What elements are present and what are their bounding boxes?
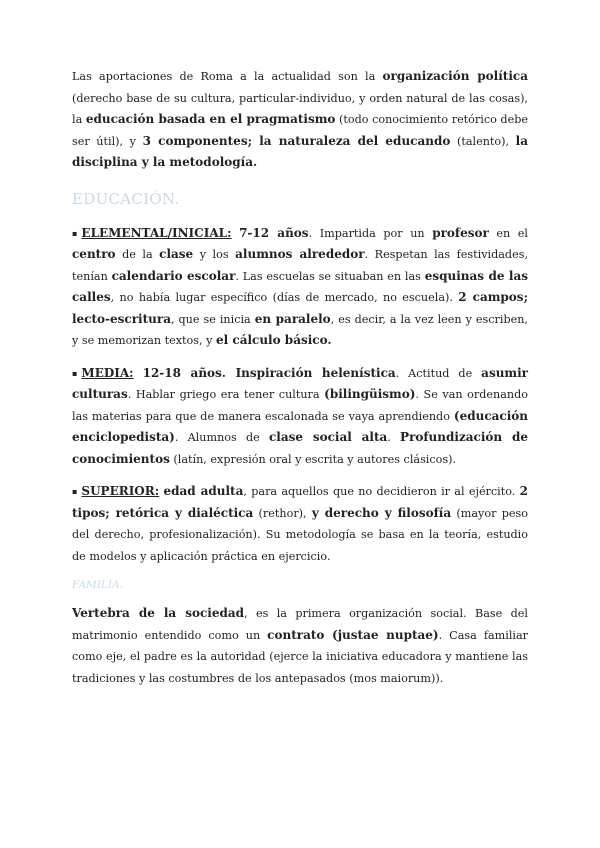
bullet-icon: ▪ <box>72 487 78 496</box>
bold-text: 2 campos; lecto-escritura <box>72 290 528 326</box>
bold-text: Profundización de conocimientos <box>72 430 528 466</box>
body-text: , que se inicia <box>170 312 255 326</box>
body-text: . Hablar griego era tener cultura <box>127 388 325 401</box>
spacer <box>72 470 528 481</box>
bold-text: 12-18 años. Inspiración helenística <box>142 365 396 380</box>
bold-text: edad adulta <box>163 484 244 498</box>
bold-text: (educación enciclopedista) <box>72 408 528 444</box>
bold-text: la disciplina y la metodología. <box>72 133 529 169</box>
body-text: y los <box>193 248 236 261</box>
paragraph-media <box>72 363 528 471</box>
bold-text: centro <box>72 247 116 261</box>
body-text: . Casa familiar como eje, el padre es la autoridad (ejerce la iniciativa educadora y mantiene las tradiciones y las costumbres de los antepasados (mos maiorum)). <box>72 628 528 685</box>
bold-text: el cálculo básico. <box>216 333 332 347</box>
bold-text: clase social alta <box>268 430 388 444</box>
body-text: , no había lugar específico (días de mercado, no escuela). <box>110 291 459 304</box>
bold-text: organización política <box>382 69 528 83</box>
body-text: . Alumnos de <box>174 431 269 444</box>
bold-text: educación basada en el pragmatismo <box>85 112 336 126</box>
body-text: (talento), <box>450 134 516 148</box>
bold-text: esquinas de las calles <box>72 268 528 304</box>
bold-text: y derecho y filosofía <box>311 505 452 520</box>
bold-text: alumnos alrededor <box>235 247 365 261</box>
bold-text: en paralelo <box>254 311 331 326</box>
bullet-icon: ▪ <box>72 368 78 378</box>
bold-text: contrato (justae nuptae) <box>267 627 439 642</box>
bold-text: (bilingüismo) <box>324 387 416 401</box>
section-label: MEDIA: <box>81 365 134 380</box>
body-text: de la <box>115 248 160 261</box>
bold-text: 7-12 años <box>239 225 309 240</box>
paragraph-superior <box>72 481 528 567</box>
bold-text: calendario escolar <box>111 268 236 283</box>
body-text: , para aquellos que no decidieron ir al ejército. <box>243 485 520 498</box>
body-text: , es decir, a la vez leen y escriben, y se memorizan textos, y <box>72 312 528 347</box>
body-text: . Las escuelas se situaban en las <box>235 269 425 283</box>
body-text: (todo conocimiento retórico debe ser útil), y <box>72 113 528 148</box>
body-text: , es la primera organización social. Base del matrimonio entendido como un <box>72 607 528 642</box>
body-text: Las aportaciones de Roma a la actualidad son la <box>72 70 383 83</box>
body-text: en el <box>488 226 529 240</box>
document-page <box>72 66 528 689</box>
bold-text: profesor <box>432 225 489 240</box>
spacer <box>72 352 528 363</box>
body-text <box>134 367 143 380</box>
section-label: SUPERIOR: <box>81 484 160 498</box>
paragraph-elemental <box>72 223 528 352</box>
body-text: (latín, expresión oral y escrita y autores clásicos). <box>169 452 457 466</box>
bold-text: 3 componentes; la naturaleza del educando <box>142 133 451 148</box>
bold-text: Vertebra de la sociedad <box>72 606 245 620</box>
body-text: (mayor peso del derecho, profesionalización). Su metodología se basa en la teoría, estudio de modelos y aplicación práctica en ejercicio. <box>72 506 529 563</box>
body-text: . Impartida por un <box>308 226 433 240</box>
bold-text: asumir culturas <box>72 365 529 401</box>
section-label: ELEMENTAL/INICIAL: <box>81 225 232 240</box>
section-heading-familia: FAMILIA. <box>72 579 123 591</box>
body-text: . Respetan las festividades, tenían <box>72 248 529 283</box>
body-text: (derecho base de su cultura, particular-individuo, y orden natural de las cosas), la <box>72 91 528 126</box>
intro-paragraph <box>72 66 528 174</box>
bullet-icon: ▪ <box>72 228 78 238</box>
bold-text: clase <box>159 247 194 261</box>
body-text: (rethor), <box>253 506 312 520</box>
body-text: . Actitud de <box>395 366 482 380</box>
bold-text: 2 tipos; retórica y dialéctica <box>72 484 529 520</box>
body-text <box>232 227 240 240</box>
body-text: . Se van ordenando las materias para que de manera escalonada se vaya aprendiendo <box>72 388 528 423</box>
section-heading-educacion: EDUCACIÓN. <box>72 189 180 208</box>
paragraph-familia <box>72 603 528 689</box>
body-text: . <box>387 431 401 444</box>
